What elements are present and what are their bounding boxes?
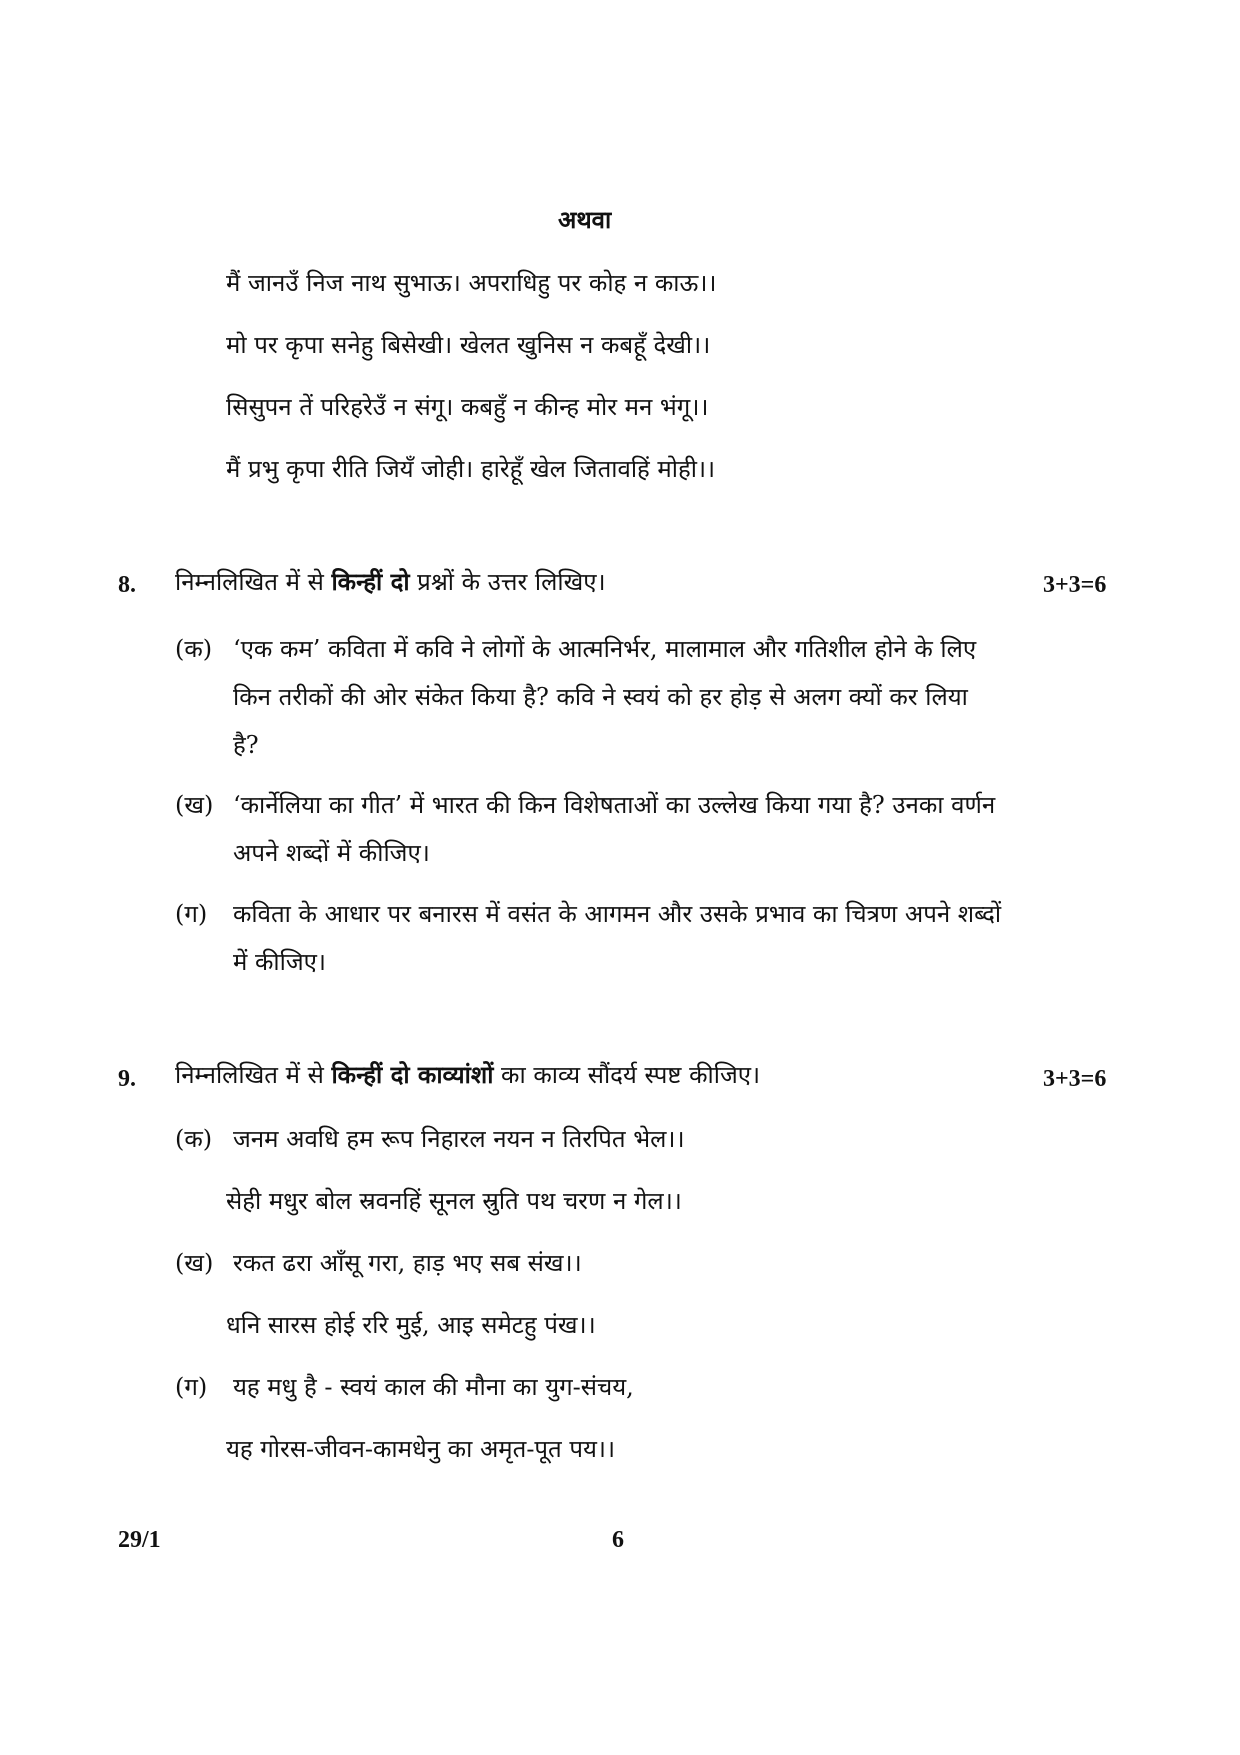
q9-option-ka-line2: सेही मधुर बोल स्रवनहिं सूनल स्रुति पथ चरण न गेल।। <box>226 1187 682 1215</box>
athva-line-3: सिसुपन तें परिहरेउँ न संगू। कबहुँ न कीन्ह मोर मन भंगू।। <box>226 393 709 421</box>
q9-option-label: (ग) <box>175 1373 208 1401</box>
q8-option-label: (ख) <box>175 791 214 819</box>
q9-option-label: (ख) <box>175 1249 214 1277</box>
q8-option-kha-line2: अपने शब्दों में कीजिए। <box>233 839 430 867</box>
athva-line-4: मैं प्रभु कृपा रीति जियँ जोही। हारेहूँ खेल जितावहिं मोही।। <box>226 455 716 483</box>
q9-option-ka-line1: जनम अवधि हम रूप निहारल नयन न तिरपित भेल।। <box>233 1125 685 1153</box>
q9-option-label: (क) <box>175 1125 213 1153</box>
q8-option-ga-line1: कविता के आधार पर बनारस में वसंत के आगमन और उसके प्रभाव का चित्रण अपने शब्दों <box>233 900 1002 928</box>
q9-option-ga-line1: यह मधु है - स्वयं काल की मौना का युग-संचय, <box>233 1373 634 1401</box>
q8-text-bold: किन्हीं दो <box>331 567 410 596</box>
q9-option-kha-line1: रकत ढरा आँसू गरा, हाड़ भए सब संख।। <box>233 1249 582 1277</box>
athva-line-2: मो पर कृपा सनेहु बिसेखी। खेलत खुनिस न कबहूँ देखी।। <box>226 331 711 359</box>
q9-option-ga-line2: यह गोरस-जीवन-कामधेनु का अमृत-पूत पय।। <box>226 1435 616 1463</box>
q8-option-ka-line2: किन तरीकों की ओर संकेत किया है? कवि ने स्वयं को हर होड़ से अलग क्यों कर लिया <box>233 683 968 711</box>
q8-option-ka-line3: है? <box>233 731 259 759</box>
q9-text-after: का काव्य सौंदर्य स्पष्ट कीजिए। <box>493 1061 761 1089</box>
q8-option-label: (क) <box>175 635 213 663</box>
q8-marks: 3+3=6 <box>1043 572 1107 598</box>
q8-option-label: (ग) <box>175 900 208 928</box>
q8-text <box>175 565 606 599</box>
q9-text-bold: किन्हीं दो काव्यांशों <box>331 1060 494 1089</box>
q9-option-kha-line2: धनि सारस होई ररि मुई, आइ समेटहु पंख।। <box>226 1311 596 1339</box>
q8-option-ka-line1: ‘एक कम’ कविता में कवि ने लोगों के आत्मनिर्भर, मालामाल और गतिशील होने के लिए <box>233 635 977 663</box>
q9-text-before: निम्नलिखित में से <box>175 1061 332 1089</box>
q8-text-before: निम्नलिखित में से <box>175 568 332 596</box>
q8-text-after: प्रश्नों के उत्तर लिखिए। <box>409 568 606 596</box>
q8-number: 8. <box>118 572 136 598</box>
q8-option-kha-line1: ‘कार्नेलिया का गीत’ में भारत की किन विशेषताओं का उल्लेख किया गया है? उनका वर्णन <box>233 791 996 819</box>
athva-heading: अथवा <box>558 205 612 234</box>
q9-marks: 3+3=6 <box>1043 1066 1107 1092</box>
page-number: 6 <box>612 1527 624 1553</box>
paper-code: 29/1 <box>118 1527 161 1553</box>
athva-line-1: मैं जानउँ निज नाथ सुभाऊ। अपराधिहु पर कोह न काऊ।। <box>226 269 717 297</box>
q8-option-ga-line2: में कीजिए। <box>233 948 327 976</box>
q9-number: 9. <box>118 1066 136 1092</box>
q9-text <box>175 1058 760 1092</box>
